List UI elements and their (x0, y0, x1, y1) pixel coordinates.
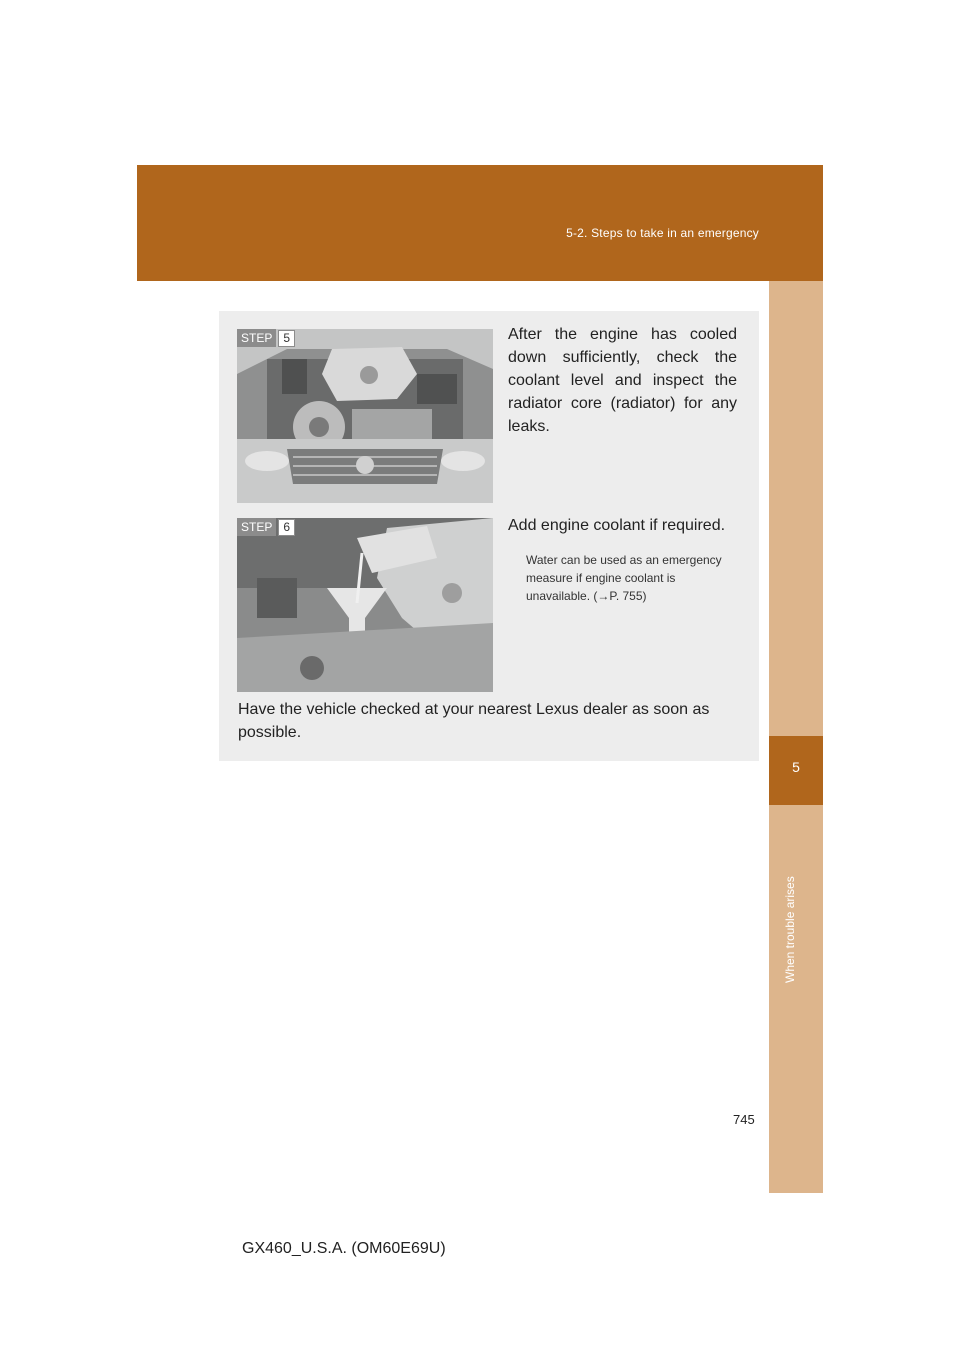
instruction-box (219, 311, 759, 761)
step-number: 6 (278, 519, 295, 536)
step-6-note: Water can be used as an emergency measure if engine coolant is unavailable. (→P. 755) (526, 553, 722, 603)
document-code: GX460_U.S.A. (OM60E69U) (242, 1240, 446, 1257)
step-number: 5 (278, 330, 295, 347)
coolant-pouring-image (237, 518, 493, 692)
section-title: 5-2. Steps to take in an emergency (566, 226, 759, 240)
section-header-band (137, 165, 823, 281)
step-label: STEP (237, 518, 276, 536)
chapter-side-tab (769, 281, 823, 1193)
step-badge (237, 518, 295, 536)
step-label: STEP (237, 329, 276, 347)
step-6-instruction: Add engine coolant if required. (508, 517, 726, 534)
step-badge (237, 329, 295, 347)
chapter-label: When trouble arises (783, 876, 797, 983)
page-number: 745 (733, 1112, 755, 1127)
closing-instruction: Have the vehicle checked at your nearest Lexus dealer as soon as possible. (238, 701, 710, 741)
engine-bay-front-image (237, 329, 493, 503)
chapter-number: 5 (792, 759, 800, 775)
step-5-instruction: After the engine has cooled down sufficiently, check the coolant level and inspect the radiator core (radiator) for any leaks. (508, 326, 737, 435)
